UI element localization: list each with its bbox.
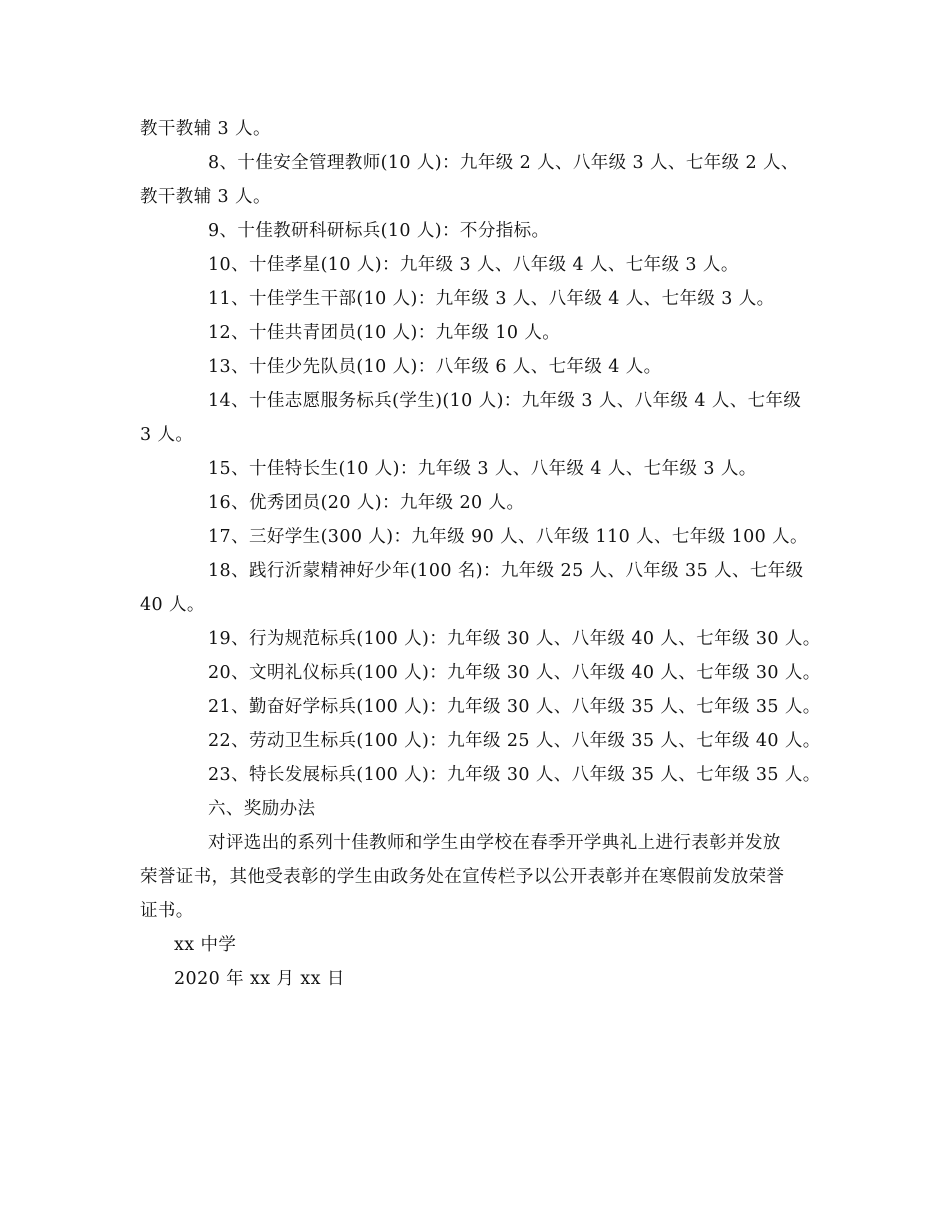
paragraph-line: 13、十佳少先队员(10 人)：八年级 6 人、七年级 4 人。 [208,357,662,377]
paragraph-line: 16、优秀团员(20 人)：九年级 20 人。 [208,493,525,513]
paragraph-line: 教干教辅 3 人。 [140,119,271,139]
section-heading: 六、奖励办法 [208,799,316,819]
signature-school: xx 中学 [174,935,237,955]
paragraph-line: 19、行为规范标兵(100 人)：九年级 30 人、八年级 40 人、七年级 30 人。 [208,629,821,649]
paragraph-line: 3 人。 [140,425,194,445]
signature-date: 2020 年 xx 月 xx 日 [174,969,345,989]
paragraph-line: 15、十佳特长生(10 人)：九年级 3 人、八年级 4 人、七年级 3 人。 [208,459,757,479]
paragraph-line: 对评选出的系列十佳教师和学生由学校在春季开学典礼上进行表彰并发放 [208,833,781,853]
paragraph-line: 9、十佳教研科研标兵(10 人)：不分指标。 [208,221,550,241]
paragraph-line: 22、劳动卫生标兵(100 人)：九年级 25 人、八年级 35 人、七年级 40 人。 [208,731,821,751]
paragraph-line: 20、文明礼仪标兵(100 人)：九年级 30 人、八年级 40 人、七年级 30 人。 [208,663,821,683]
document-body [140,112,821,996]
paragraph-line: 21、勤奋好学标兵(100 人)：九年级 30 人、八年级 35 人、七年级 35 人。 [208,697,821,717]
paragraph-line: 12、十佳共青团员(10 人)：九年级 10 人。 [208,323,561,343]
paragraph-line: 14、十佳志愿服务标兵(学生)(10 人)：九年级 3 人、八年级 4 人、七年级 [208,391,802,411]
paragraph-line: 23、特长发展标兵(100 人)：九年级 30 人、八年级 35 人、七年级 35 人。 [208,765,821,785]
paragraph-line: 8、十佳安全管理教师(10 人)：九年级 2 人、八年级 3 人、七年级 2 人、 [208,153,799,173]
paragraph-line: 11、十佳学生干部(10 人)：九年级 3 人、八年级 4 人、七年级 3 人。 [208,289,775,309]
paragraph-line: 证书。 [140,901,194,921]
paragraph-line: 教干教辅 3 人。 [140,187,271,207]
paragraph-line: 10、十佳孝星(10 人)：九年级 3 人、八年级 4 人、七年级 3 人。 [208,255,739,275]
paragraph-line: 18、践行沂蒙精神好少年(100 名)：九年级 25 人、八年级 35 人、七年级 [208,561,804,581]
paragraph-line: 40 人。 [140,595,205,615]
paragraph-line: 荣誉证书，其他受表彰的学生由政务处在宣传栏予以公开表彰并在寒假前发放荣誉 [140,867,785,887]
paragraph-line: 17、三好学生(300 人)：九年级 90 人、八年级 110 人、七年级 100 人。 [208,527,808,547]
